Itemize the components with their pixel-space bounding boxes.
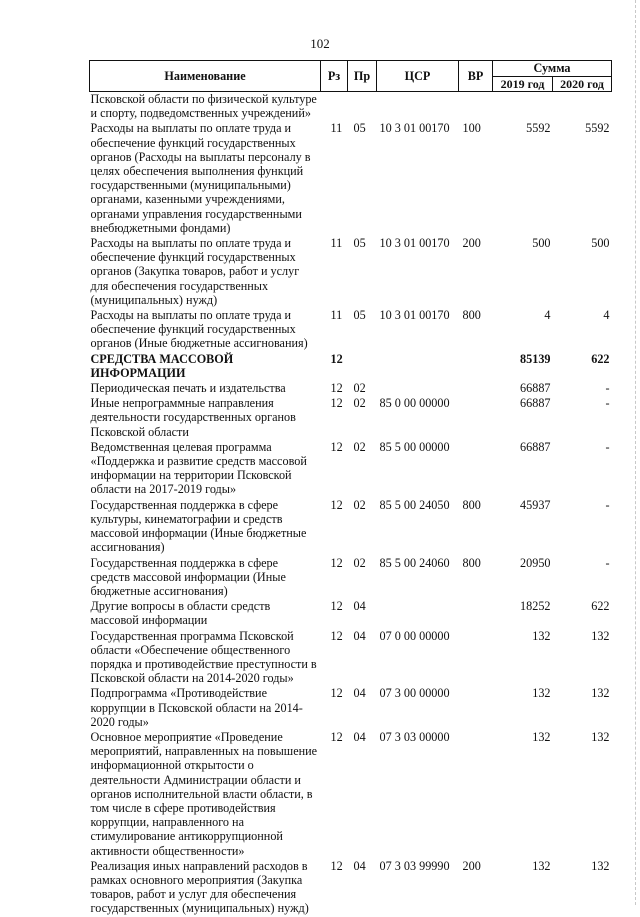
row-pr: 02 — [353, 497, 366, 512]
row-csr: 85 5 00 00000 — [379, 439, 450, 454]
row-sum-2020: 132 — [591, 628, 610, 643]
header-name: Наименование — [90, 61, 321, 92]
row-sum-2020: 132 — [591, 686, 610, 701]
row-name: Подпрограмма «Противодействие коррупции в Псковской области на 2014-2020 годы» — [90, 686, 303, 729]
table-row — [90, 730, 612, 859]
header-pr: Пр — [348, 61, 377, 92]
table-row — [90, 440, 612, 498]
row-sum-2019 — [493, 92, 553, 122]
header-year-2020: 2020 год — [553, 76, 612, 92]
row-name: СРЕДСТВА МАССОВОЙ ИНФОРМАЦИИ — [90, 351, 234, 380]
table-row — [90, 92, 612, 122]
row-sum-2020: - — [605, 439, 610, 454]
row-sum-2019: 66887 — [520, 439, 551, 454]
row-vr — [459, 599, 493, 628]
row-sum-2020: 4 — [603, 308, 610, 323]
row-rz: 11 — [330, 308, 343, 323]
row-sum-2019: 132 — [532, 729, 551, 744]
header-year-2019: 2019 год — [493, 76, 553, 92]
table-row — [90, 556, 612, 600]
row-sum-2019: 4 — [544, 308, 551, 323]
row-vr: 200 — [462, 236, 481, 251]
row-sum-2019: 45937 — [520, 497, 551, 512]
row-sum-2019: 132 — [532, 686, 551, 701]
budget-table — [89, 60, 612, 917]
table-row — [90, 236, 612, 308]
row-csr: 10 3 01 00170 — [379, 121, 450, 136]
row-rz: 12 — [330, 555, 343, 570]
table-row — [90, 352, 612, 381]
page-edge — [634, 0, 636, 905]
row-csr: 07 3 00 00000 — [379, 686, 450, 701]
table-body — [90, 92, 612, 917]
header-vr: ВР — [459, 61, 493, 92]
row-name: Расходы на выплаты по оплате труда и обеспечение функций государственных органов (Закупка товаров, работ и услуг для обеспечения государственных (муниципальных) нужд) — [90, 236, 300, 307]
row-name: Периодическая печать и издательства — [90, 381, 286, 396]
row-rz: 12 — [330, 729, 343, 744]
row-vr — [459, 629, 493, 687]
row-name: Реализация иных направлений расходов в рамках основного мероприятия (Закупка товаров, работ и услуг для обеспечения государственных (муниципальных) нужд) — [90, 858, 309, 916]
row-sum-2019: 132 — [532, 858, 551, 873]
row-vr — [459, 352, 493, 381]
table-row — [90, 396, 612, 440]
row-rz: 12 — [330, 628, 343, 643]
row-csr: 10 3 01 00170 — [379, 236, 450, 251]
table-row — [90, 498, 612, 556]
row-pr: 05 — [353, 236, 366, 251]
row-sum-2020: - — [605, 497, 610, 512]
row-vr — [459, 396, 493, 440]
row-rz: 12 — [330, 381, 343, 396]
row-sum-2019: 20950 — [520, 555, 551, 570]
row-name: Государственная поддержка в сфере культуры, кинематографии и средств массовой информации (Иные бюджетные ассигнования) — [90, 497, 307, 555]
row-name: Расходы на выплаты по оплате труда и обеспечение функций государственных органов (Расходы на выплаты персоналу в целях обеспечения выполнения функций государственными (муниципальными) органами, казенными учреждениями, органами управления государственными внебюджетными фондами) — [90, 121, 311, 235]
row-pr: 02 — [353, 439, 366, 454]
row-name: Ведомственная целевая программа «Поддержка и развитие средств массовой информации на территории Псковской области на 2017-2019 годы» — [90, 439, 307, 497]
row-sum-2020: - — [605, 396, 610, 411]
row-sum-2019: 5592 — [526, 121, 551, 136]
header-sum: Сумма — [493, 61, 612, 77]
row-vr: 200 — [462, 858, 481, 873]
row-sum-2020: 622 — [591, 599, 610, 614]
row-pr: 05 — [353, 308, 366, 323]
row-name: Государственная программа Псковской области «Обеспечение общественного порядка и противодействие преступности в Псковской области на 2014-2020 годы» — [90, 628, 317, 686]
row-vr — [459, 440, 493, 498]
header-csr: ЦСР — [377, 61, 459, 92]
row-vr: 800 — [462, 555, 481, 570]
row-vr — [459, 381, 493, 396]
row-pr: 04 — [353, 729, 366, 744]
row-rz: 12 — [330, 858, 343, 873]
row-sum-2020: 5592 — [585, 121, 610, 136]
table-row — [90, 859, 612, 917]
row-rz: 11 — [330, 121, 343, 136]
row-pr: 05 — [353, 121, 366, 136]
row-vr — [459, 92, 493, 122]
row-sum-2020 — [553, 92, 612, 122]
row-sum-2020: 132 — [591, 729, 610, 744]
row-csr: 10 3 01 00170 — [379, 308, 450, 323]
header-rz: Рз — [321, 61, 348, 92]
row-pr — [348, 352, 377, 381]
row-pr: 04 — [353, 599, 366, 614]
row-sum-2019: 66887 — [520, 381, 551, 396]
row-sum-2019: 132 — [532, 628, 551, 643]
row-sum-2020: - — [605, 381, 610, 396]
row-rz: 12 — [330, 396, 343, 411]
row-csr: 85 5 00 24060 — [379, 555, 450, 570]
row-vr: 800 — [462, 497, 481, 512]
row-pr: 04 — [353, 686, 366, 701]
row-rz: 12 — [330, 686, 343, 701]
table-row — [90, 629, 612, 687]
table-row — [90, 308, 612, 352]
row-rz: 12 — [330, 439, 343, 454]
row-csr: 07 3 03 99990 — [379, 858, 450, 873]
row-name: Основное мероприятие «Проведение мероприятий, направленных на повышение информационной открытости о деятельности Администрации области и органов исполнительной власти области, в том числе в сфере противодействия коррупции, направленного на стимулирование антикоррупционной активности общественности» — [90, 729, 318, 858]
row-name: Псковской области по физической культуре и спорту, подведомственных учреждений» — [90, 92, 317, 121]
row-rz: 11 — [330, 236, 343, 251]
row-vr: 800 — [462, 308, 481, 323]
row-vr: 100 — [462, 121, 481, 136]
row-rz — [321, 92, 348, 122]
table-row — [90, 686, 612, 730]
row-rz: 12 — [330, 599, 343, 614]
row-pr: 02 — [353, 396, 366, 411]
row-sum-2020: 132 — [591, 858, 610, 873]
row-sum-2019: 18252 — [520, 599, 551, 614]
page-number: 102 — [310, 36, 330, 51]
table-header — [90, 61, 612, 92]
row-pr — [348, 92, 377, 122]
row-csr: 07 3 03 00000 — [379, 729, 450, 744]
row-csr — [377, 599, 459, 628]
row-rz: 12 — [330, 351, 343, 366]
row-name: Расходы на выплаты по оплате труда и обеспечение функций государственных органов (Иные бюджетные ассигнования) — [90, 308, 308, 351]
row-sum-2020: - — [605, 555, 610, 570]
row-name: Другие вопросы в области средств массовой информации — [90, 599, 271, 628]
row-csr: 85 5 00 24050 — [379, 497, 450, 512]
row-csr — [377, 381, 459, 396]
row-vr — [459, 730, 493, 859]
table-row — [90, 121, 612, 236]
row-sum-2019: 85139 — [520, 351, 551, 366]
row-csr — [377, 352, 459, 381]
row-pr: 02 — [353, 381, 366, 396]
row-vr — [459, 686, 493, 730]
row-pr: 04 — [353, 628, 366, 643]
row-pr: 02 — [353, 555, 366, 570]
row-pr: 04 — [353, 858, 366, 873]
table-row — [90, 381, 612, 396]
table-row — [90, 599, 612, 628]
row-sum-2020: 622 — [591, 351, 610, 366]
row-name: Иные непрограммные направления деятельности государственных органов Псковской области — [90, 396, 296, 439]
row-csr: 07 0 00 00000 — [379, 628, 450, 643]
row-sum-2019: 66887 — [520, 396, 551, 411]
row-csr — [377, 92, 459, 122]
row-sum-2020: 500 — [591, 236, 610, 251]
row-csr: 85 0 00 00000 — [379, 396, 450, 411]
row-sum-2019: 500 — [532, 236, 551, 251]
row-rz: 12 — [330, 497, 343, 512]
row-name: Государственная поддержка в сфере средств массовой информации (Иные бюджетные ассигнования) — [90, 555, 286, 598]
